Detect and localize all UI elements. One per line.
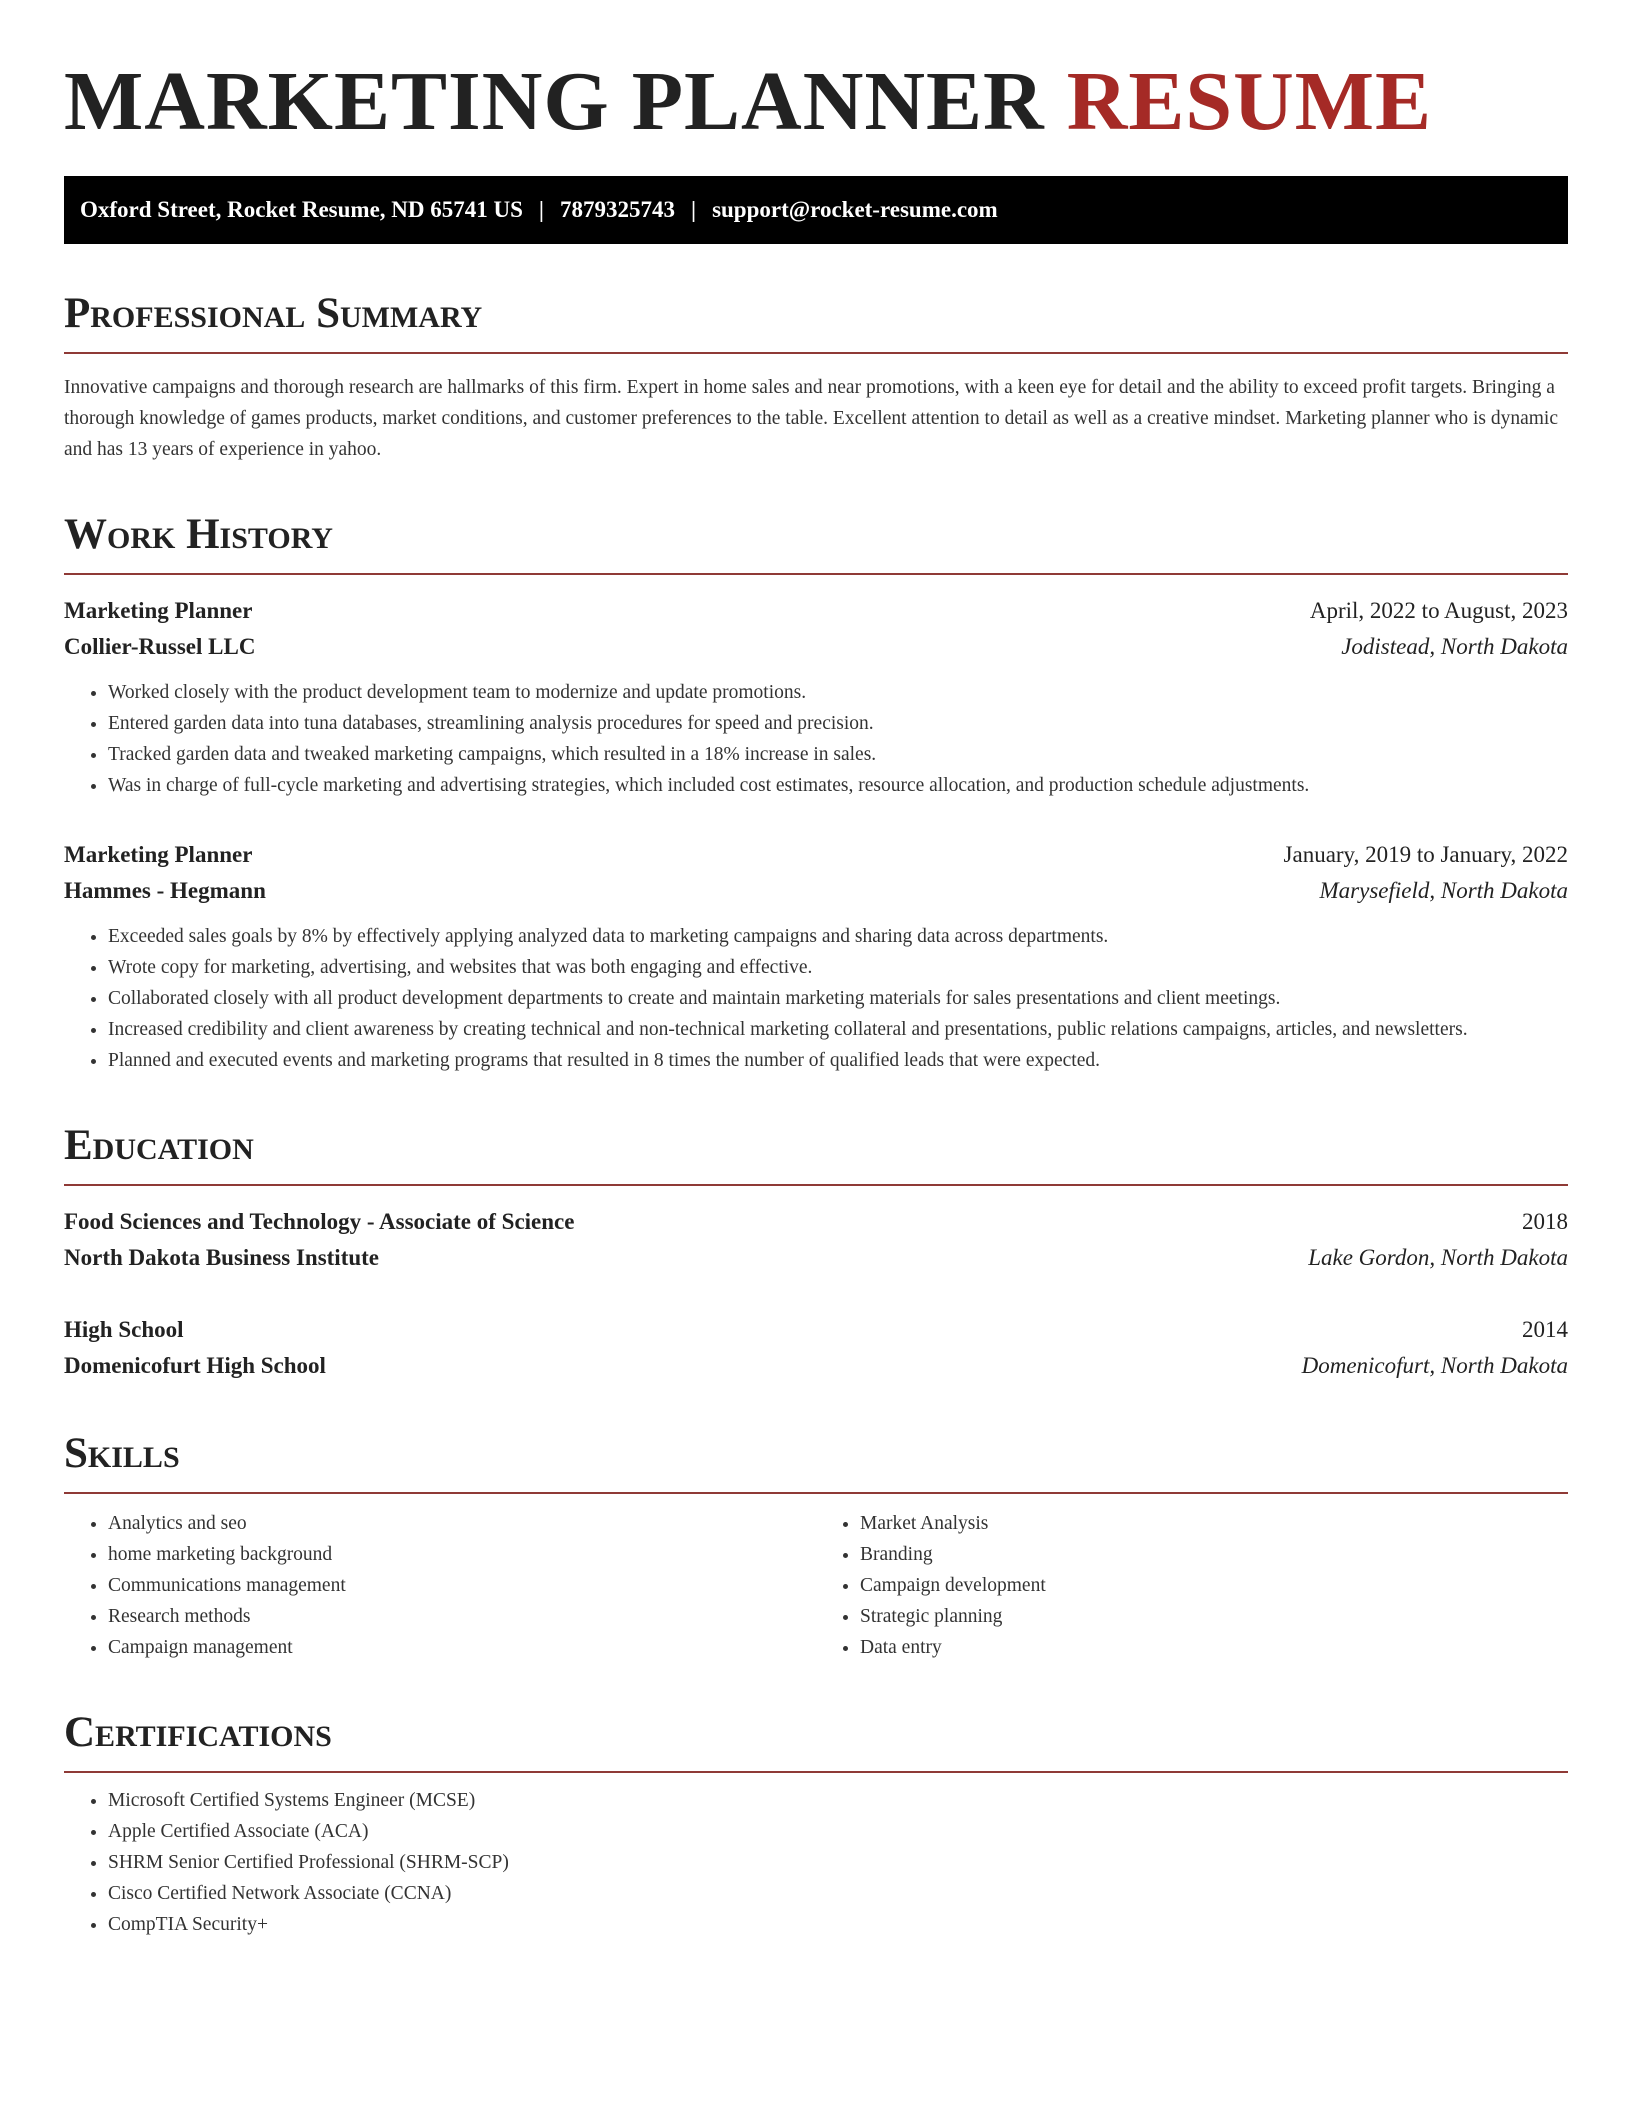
job-company: Collier-Russel LLC	[64, 634, 256, 659]
list-item: • Campaign management	[108, 1632, 816, 1663]
list-item: • CompTIA Security+	[108, 1909, 1568, 1940]
list-item: • Data entry	[860, 1632, 1568, 1663]
job-company: Hammes - Hegmann	[64, 878, 266, 903]
list-item: • Microsoft Certified Systems Engineer (MCSE)	[108, 1785, 1568, 1816]
job-title: Marketing Planner	[64, 842, 253, 867]
job-dates: January, 2019 to January, 2022	[1283, 842, 1568, 867]
list-item: • Entered garden data into tuna databases, streamlining analysis procedures for speed and precision.	[108, 708, 1568, 739]
work-history-section	[64, 509, 1568, 1076]
list-item: • Apple Certified Associate (ACA)	[108, 1816, 1568, 1847]
list-item: • Worked closely with the product development team to modernize and update promotions.	[108, 677, 1568, 708]
job-location: Jodistead, North Dakota	[1341, 634, 1568, 659]
list-item: • Market Analysis	[860, 1508, 1568, 1539]
summary-text: Innovative campaigns and thorough research are hallmarks of this firm. Expert in home sales and near promotions, with a keen eye for detail and the ability to exceed profit targets. Bringing a thorough knowledge of games products, market conditions, and customer preferences to the table. Excellent attention to detail as well as a creative mindset. Marketing planner who is dynamic and has 13 years of experience in yahoo.	[64, 377, 1558, 460]
certifications-list	[64, 1785, 1568, 1940]
list-item: • Campaign development	[860, 1570, 1568, 1601]
degree: Food Sciences and Technology - Associate of Science	[64, 1209, 575, 1234]
contact-bar	[64, 176, 1568, 244]
page-title	[64, 52, 1568, 152]
school-name: North Dakota Business Institute	[64, 1245, 380, 1270]
degree: High School	[64, 1317, 184, 1342]
contact-email: support@rocket-resume.com	[712, 197, 998, 222]
list-item: • Exceeded sales goals by 8% by effectively applying analyzed data to marketing campaigns and sharing data across departments.	[108, 921, 1568, 952]
skills-left-column	[64, 1508, 816, 1663]
degree-row	[64, 1204, 1568, 1240]
list-item: • Communications management	[108, 1570, 816, 1601]
certifications-section	[64, 1707, 1568, 1940]
skills-section	[64, 1428, 1568, 1663]
list-item: • SHRM Senior Certified Professional (SHRM-SCP)	[108, 1847, 1568, 1878]
job-location: Marysefield, North Dakota	[1319, 878, 1568, 903]
skills-heading: Skills	[64, 1428, 1568, 1494]
job-dates: April, 2022 to August, 2023	[1309, 598, 1568, 623]
summary-heading: Professional Summary	[64, 288, 1568, 354]
contact-phone: 7879325743	[559, 197, 675, 222]
job-title: Marketing Planner	[64, 598, 253, 623]
job-title-row	[64, 837, 1568, 873]
job-company-row	[64, 873, 1568, 909]
school-name: Domenicofurt High School	[64, 1353, 326, 1378]
graduation-year: 2018	[1522, 1209, 1568, 1234]
summary-section	[64, 288, 1568, 465]
job-entry	[64, 837, 1568, 1076]
list-item: • Wrote copy for marketing, advertising, and websites that was both engaging and effective.	[108, 952, 1568, 983]
list-item: • Collaborated closely with all product development departments to create and maintain marketing materials for sales presentations and client meetings.	[108, 983, 1568, 1014]
work-history-heading: Work History	[64, 509, 1568, 575]
contact-separator: |	[690, 197, 697, 222]
school-row	[64, 1348, 1568, 1384]
contact-address: Oxford Street, Rocket Resume, ND 65741 US	[80, 197, 523, 222]
title-accent: RESUME	[1066, 55, 1433, 148]
school-location: Domenicofurt, North Dakota	[1301, 1353, 1568, 1378]
list-item: • Tracked garden data and tweaked marketing campaigns, which resulted in a 18% increase in sales.	[108, 739, 1568, 770]
graduation-year: 2014	[1522, 1317, 1568, 1342]
school-location: Lake Gordon, North Dakota	[1308, 1245, 1568, 1270]
list-item: • Planned and executed events and marketing programs that resulted in 8 times the number of qualified leads that were expected.	[108, 1045, 1568, 1076]
job-title-row	[64, 593, 1568, 629]
list-item: • home marketing background	[108, 1539, 816, 1570]
degree-row	[64, 1312, 1568, 1348]
education-entry	[64, 1312, 1568, 1384]
education-heading: Education	[64, 1120, 1568, 1186]
list-item: • Analytics and seo	[108, 1508, 816, 1539]
contact-separator: |	[538, 197, 544, 222]
skills-right-column	[816, 1508, 1568, 1663]
skills-columns	[64, 1508, 1568, 1663]
list-item: • Branding	[860, 1539, 1568, 1570]
job-entry	[64, 593, 1568, 801]
list-item: • Was in charge of full-cycle marketing and advertising strategies, which included cost estimates, resource allocation, and production schedule adjustments.	[108, 770, 1568, 801]
list-item: • Increased credibility and client awareness by creating technical and non-technical marketing collateral and presentations, public relations campaigns, articles, and newsletters.	[108, 1014, 1568, 1045]
school-row	[64, 1240, 1568, 1276]
job-bullets	[64, 921, 1568, 1076]
job-bullets	[64, 677, 1568, 801]
education-section	[64, 1120, 1568, 1384]
certifications-heading: Certifications	[64, 1707, 1568, 1773]
list-item: • Cisco Certified Network Associate (CCNA)	[108, 1878, 1568, 1909]
job-company-row	[64, 629, 1568, 665]
title-main: MARKETING PLANNER	[64, 55, 1045, 148]
list-item: • Research methods	[108, 1601, 816, 1632]
education-entry	[64, 1204, 1568, 1276]
list-item: • Strategic planning	[860, 1601, 1568, 1632]
